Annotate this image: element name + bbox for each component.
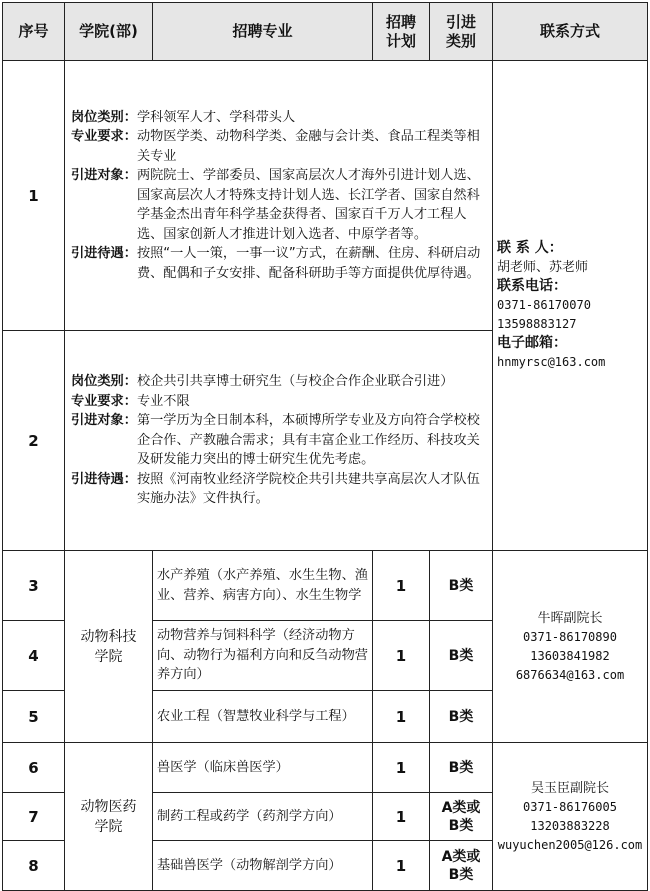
type-cell: B类 [430, 691, 493, 743]
row-number: 6 [3, 743, 65, 793]
detail-item: 专业要求： 专业不限 [71, 393, 190, 409]
table-row [3, 743, 648, 793]
header-type: 引进类别 [430, 3, 493, 61]
row-number: 1 [3, 61, 65, 331]
major-cell: 制药工程或药学（药剂学方向） [153, 793, 373, 841]
plan-cell: 1 [373, 691, 430, 743]
row-number: 7 [3, 793, 65, 841]
major-cell: 基础兽医学（动物解剖学方向） [153, 841, 373, 891]
plan-cell: 1 [373, 743, 430, 793]
email-link[interactable]: wuyuchen2005@126.com [497, 837, 643, 852]
type-cell: A类或B类 [430, 793, 493, 841]
major-cell: 兽医学（临床兽医学） [153, 743, 373, 793]
contact-animal-sci: 牛晖副院长 0371-86170890 13603841982 6876634@163.com [493, 551, 648, 743]
detail-item: 引进待遇： 按照《河南牧业经济学院校企共引共建共享高层次人才队伍实施办法》文件执行。 [71, 471, 480, 507]
email-link[interactable]: 6876634@163.com [515, 667, 625, 682]
major-cell: 动物营养与饲料科学（经济动物方向、动物行为福利方向和反刍动物营养方向） [153, 621, 373, 691]
college-animal-sci: 动物科技学院 [65, 551, 153, 743]
row-number: 5 [3, 691, 65, 743]
major-cell: 农业工程（智慧牧业科学与工程） [153, 691, 373, 743]
contact-animal-med: 吴玉臣副院长 0371-86176005 13203883228 wuyuchen2005@126.com [493, 743, 648, 891]
detail-item: 引进待遇： 按照“一人一策，一事一议”方式，在薪酬、住房、科研启动费、配偶和子女安排、配备科研助手等方面提供优厚待遇。 [71, 246, 481, 281]
header-major: 招聘专业 [153, 3, 373, 61]
detail-item: 岗位类别： 学科领军人才、学科带头人 [71, 109, 296, 125]
row-number: 4 [3, 621, 65, 691]
detail-item: 岗位类别： 校企共引共享博士研究生（与校企合作企业联合引进） [71, 374, 454, 390]
row1-details [65, 61, 493, 331]
header-contact: 联系方式 [493, 3, 648, 61]
table-row [3, 61, 648, 331]
type-cell: B类 [430, 621, 493, 691]
row-number: 8 [3, 841, 65, 891]
contact-main: 联 系 人： 胡老师、苏老师 联系电话： 0371-86170070 13598883127 电子邮箱： hnmyrsc@163.com [493, 61, 648, 551]
email-link[interactable]: hnmyrsc@163.com [497, 355, 606, 369]
row-number: 3 [3, 551, 65, 621]
plan-cell: 1 [373, 841, 430, 891]
row2-details [65, 331, 493, 551]
type-cell: B类 [430, 743, 493, 793]
header-row [3, 3, 648, 61]
recruitment-table [2, 2, 648, 891]
plan-cell: 1 [373, 621, 430, 691]
plan-cell: 1 [373, 793, 430, 841]
detail-item: 引进对象： 两院院士、学部委员、国家高层次人才海外引进计划人选、国家高层次人才特殊支持计划人选、长江学者、国家自然科学基金杰出青年科学基金获得者、国家百千万人才工程人选、国家创新人才推进计划入选者、中原学者等。 [71, 168, 480, 242]
detail-item: 引进对象： 第一学历为全日制本科，本硕博所学专业及方向符合学校校企合作、产教融合需求；具有丰富企业工作经历、科技攻关及研发能力突出的博士研究生优先考虑。 [71, 413, 480, 468]
type-cell: B类 [430, 551, 493, 621]
header-college: 学院(部) [65, 3, 153, 61]
type-cell: A类或B类 [430, 841, 493, 891]
table-row [3, 551, 648, 621]
detail-item: 专业要求： 动物医学类、动物科学类、金融与会计类、食品工程类等相关专业 [71, 129, 480, 164]
row-number: 2 [3, 331, 65, 551]
plan-cell: 1 [373, 551, 430, 621]
header-no: 序号 [3, 3, 65, 61]
header-plan: 招聘计划 [373, 3, 430, 61]
major-cell: 水产养殖（水产养殖、水生生物、渔业、营养、病害方向）、水生生物学 [153, 551, 373, 621]
college-animal-med: 动物医药学院 [65, 743, 153, 891]
